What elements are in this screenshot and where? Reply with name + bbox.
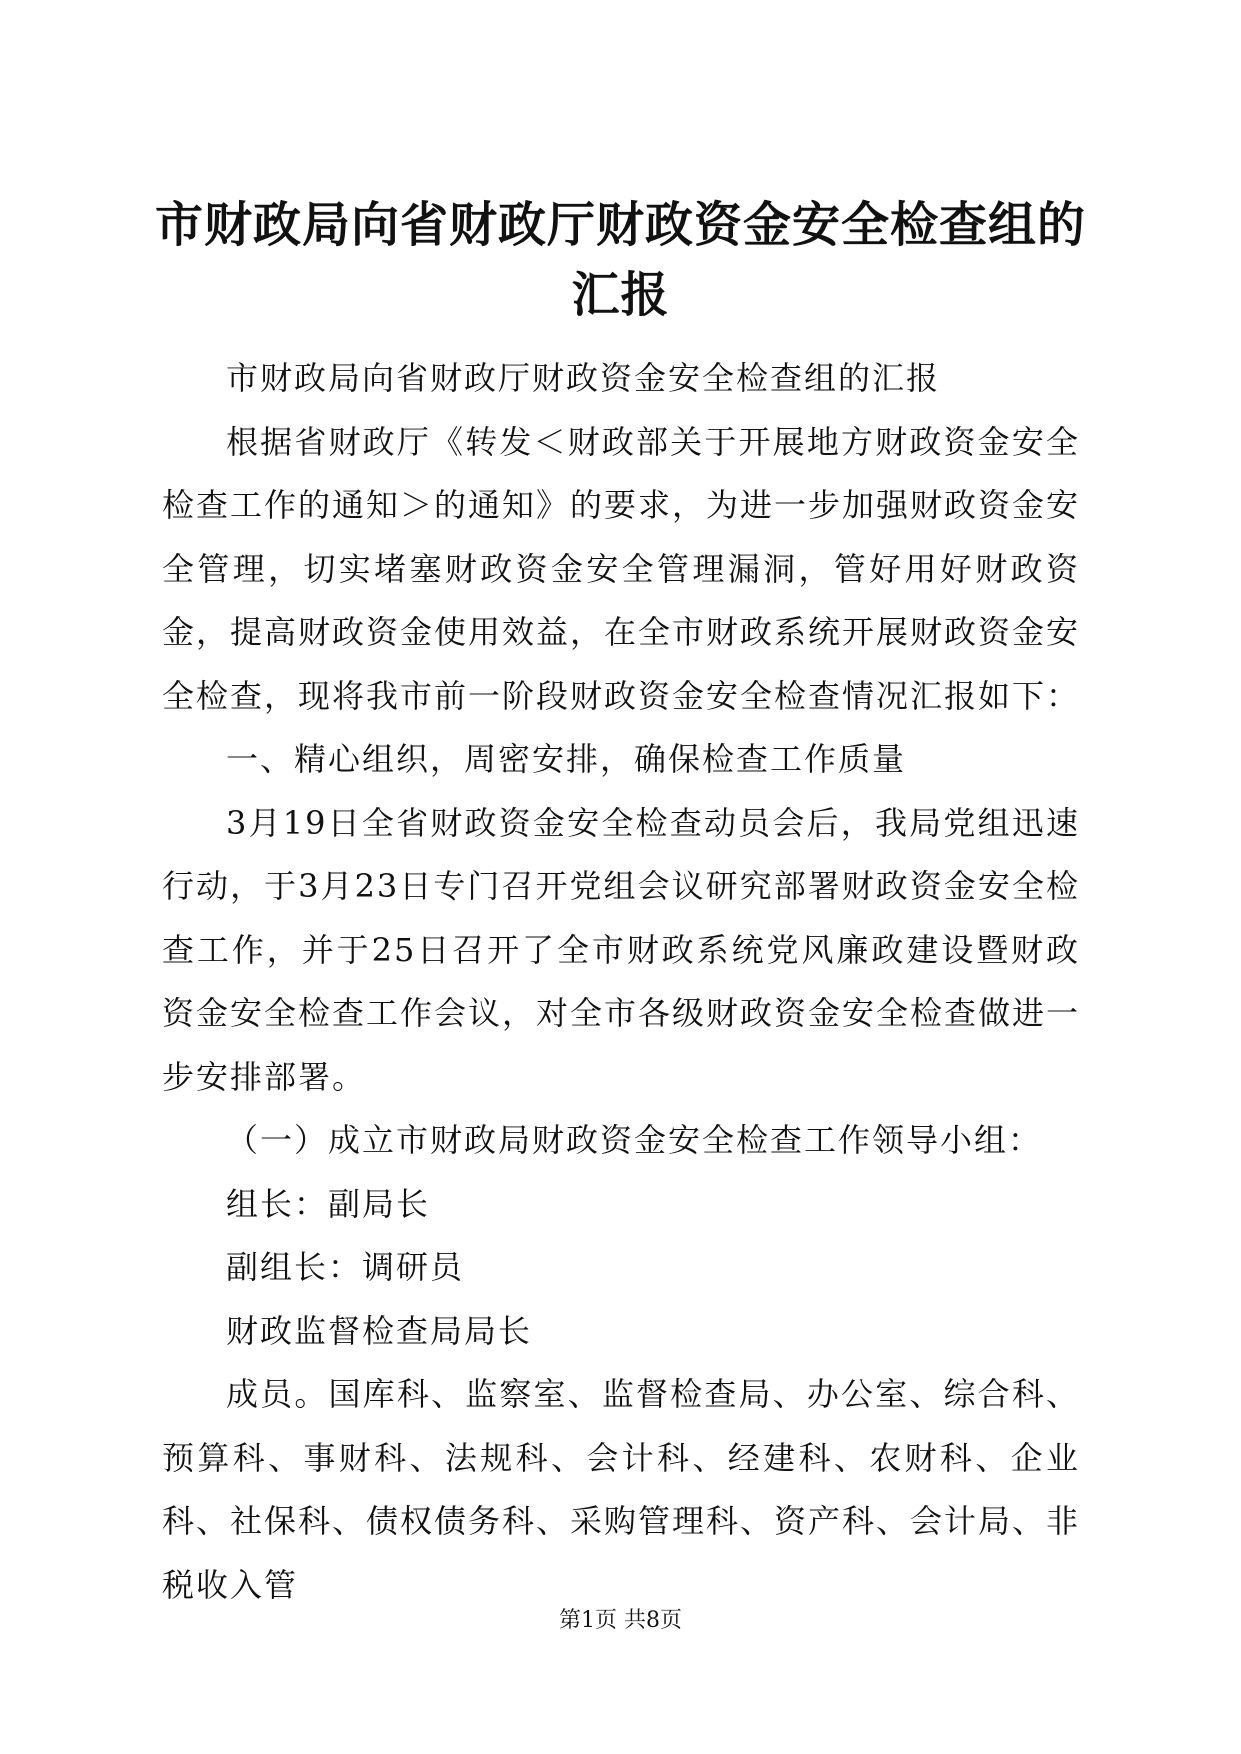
group-leader-line: 组长：副局长 <box>226 1184 431 1223</box>
paragraph-meeting: 3月19日全省财政资金安全检查动员会后，我局党组迅速行动，于3月23日专门召开党组会议研究部署财政资金安全检查工作，并于25日召开了全市财政系统党风廉政建设暨财政资金安全检查工作会议，对全市各级财政资金安全检查做进一步安排部署。 <box>162 803 1081 1096</box>
document-title: 市财政局向省财政厅财政资金安全检查组的汇报 <box>154 197 1086 323</box>
subsection-heading-one: （一）成立市财政局财政资金安全检查工作领导小组： <box>226 1121 1043 1159</box>
document-body <box>162 347 1080 1617</box>
paragraph-heading-repeat: 市财政局向省财政厅财政资金安全检查组的汇报 <box>226 359 941 397</box>
paragraph-intro: 根据省财政厅《转发＜财政部关于开展地方财政资金安全检查工作的通知＞的通知》的要求，为进一步加强财政资金安全管理，切实堵塞财政资金安全管理漏洞，管好用好财政资金，提高财政资金使用效益，在全市财政系统开展财政资金安全检查，现将我市前一阶段财政资金安全检查情况汇报如下： <box>162 422 1081 715</box>
deputy-leader-line: 副组长：调研员 <box>226 1248 465 1286</box>
inspection-director-line: 财政监督检查局局长 <box>226 1311 533 1350</box>
section-heading-one: 一、精心组织，周密安排，确保检查工作质量 <box>226 740 907 778</box>
members-paragraph: 成员。国库科、监察室、监督检查局、办公室、综合科、预算科、事财科、法规科、会计科、经建科、农财科、企业科、社保科、债权债务科、采购管理科、资产科、会计局、非税收入管 <box>162 1375 1081 1604</box>
page-number-footer: 第1页 共8页 <box>559 1608 682 1633</box>
